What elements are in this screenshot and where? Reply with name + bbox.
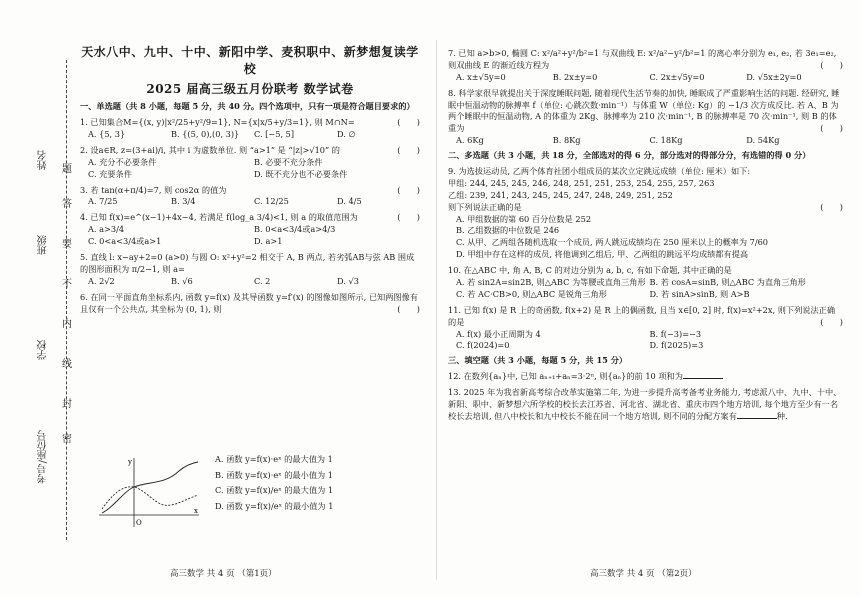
seal-char: 题 (62, 164, 72, 175)
question-2: 2. 设a∈R, z=(3+ai)/i, 其中 i 为虚数单位. 则 “a>1” 是 “|z|>√10” 的 ( ) (80, 144, 420, 155)
options-8: A. 6Kg B. 8Kg C. 18Kg D. 54Kg (456, 135, 780, 146)
options-6: A. 函数 y=f(x)·eˣ 的最大值为 1 B. 函数 y=f(x)·eˣ 的最小值为 1 C. 函数 y=f(x)/eˣ 的最大值为 1 D. 函数 y=f(x)/eˣ 的最小值为 1 (215, 454, 334, 511)
question-4: 4. 已知 f(x)=e^(x−1)+4x−4, 若满足 f(log_a 3/4)<1, 则 a 的取值范围为 ( ) (80, 212, 420, 223)
footer-page-1: 高三数学 共 4 页 （第1页） (170, 569, 277, 579)
question-6: 6. 在同一平面直角坐标系内, 函数 y=f(x) 及其导函数 y=f′(x) 的图像如图所示, 已知两图像有且仅有一个公共点, 其坐标为 (0, 1), 则 ( ) (80, 291, 420, 314)
question-12: 12. 在数列{aₙ}中, 已知 aₙ₊₁+aₙ=3·2ⁿ, 则{aₙ}的前 10 项和为 (448, 371, 843, 383)
question-9-group-a: 甲组: 244, 245, 245, 246, 248, 251, 251, 253, 254, 255, 257, 263 (448, 177, 715, 188)
seal-char: 线 (62, 359, 72, 370)
options-4: A. a>3/4 B. 0<a<3/4或a>4/3 C. 0<a<3/4或a>1 D. a>1 (88, 224, 336, 247)
school-line: 天水八中、九中、十中、新阳中学、麦积职中、新梦想复读学校 (81, 45, 419, 77)
name-label: 姓名 (38, 150, 49, 170)
binding-margin (0, 0, 70, 597)
exam-no-label: 考号/座位号 (38, 430, 49, 484)
question-13: 13. 2025 年为我省新高考综合改革实施第二年, 为进一步提升高考备考业务能力, 考虑派八中、九中、十中、新阳、职中、新梦想六所学校的校长去江苏省、河北省、湖北省、重庆市四个地方培训, 每个地方至少有一名校长去培训, 但八中校长和九中校长不能在同一个地方培训, 则不同的分配方案有 种. (448, 387, 842, 421)
question-5: 5. 直线 l: x−ay+2=0 (a>0) 与圆 O: x²+y²=2 相交于 A, B 两点, 若劣弧AB与弦 AB 围成的图形面积为 π/2−1, 则 a= (80, 251, 415, 274)
seal-char: 答 (62, 199, 72, 210)
exam-title: 2025 届高三级五月份联考 数学试卷 (146, 81, 354, 96)
options-2: A. 充分不必要条件 B. 必要不充分条件 C. 充要条件 D. 既不充分也不必要条件 (88, 156, 348, 179)
options-9: A. 甲组数据的第 60 百分位数是 252 B. 乙组数据的中位数是 246 C. 从甲、乙两组各随机选取一个成员, 两人跳远成绩均在 250 厘米以上的概率为 7/60 D. 甲组中存在这样的成员, 将他调到乙组后, 甲、乙两组的跳远平均成绩都有提高 (456, 213, 769, 260)
options-11: A. f(x) 最小正周期为 4 B. f(−3)=−3 C. f(2024)=0 D. f(2025)=3 (456, 328, 704, 351)
curve-f-prime (102, 487, 198, 509)
options-7: A. x±√5y=0 B. 2x±y=0 C. 2x±√5y=0 D. √5x±2y=0 (456, 71, 802, 82)
seal-char: 内 (62, 319, 72, 330)
question-8: 8. 科学家很早就提出关于深度睡眠问题, 随着现代生活节奏的加快, 睡眠成了严重影响生活的问题. 经研究, 睡眠中恒温动物的脉搏率 f（单位: 心跳次数·min⁻¹）与体重 W（单位: Kg）的 −1/3 次方成反比. 若 A、B 为两个睡眠中的恒温动物, A 的体重为 2Kg、脉搏率为 210 次·min⁻¹, B 的脉搏率是 70 次·min⁻¹, 则 B 的体重为 ( ) (448, 87, 843, 134)
function-graph (94, 455, 204, 530)
seal-char: 密 (62, 434, 72, 445)
seal-char: 封 (62, 399, 72, 410)
section-2-heading: 二、多选题（共 3 小题，共 18 分，全部选对的得 6 分，部分选对的得部分分，有选错的得 0 分） (448, 150, 811, 161)
question-9-prompt: 则下列说法正确的是 ( ) (448, 201, 843, 212)
seal-char: 不 (62, 279, 72, 290)
question-9: 9. 为选拔运动员, 乙两个体育社团小组成员的某次立定跳远成绩（单位: 厘米）如下: (448, 166, 751, 177)
question-1: 1. 已知集合M={(x, y)|x²/25+y²/9=1}, N={x|x/5+y/3=1}, 则 M∩N= ( ) (80, 117, 420, 128)
y-label: y (128, 458, 132, 466)
page-divider (436, 40, 437, 580)
page-1 (80, 44, 420, 315)
page-2 (448, 44, 843, 423)
question-3: 3. 若 tan(α+π/4)=7, 则 cos2α 的值为 ( ) (80, 184, 420, 195)
options-5: A. 2√2 B. √6 C. 2 D. √3 (88, 275, 359, 286)
question-7: 7. 已知 a>b>0, 椭圆 C: x²/a²+y²/b²=1 与双曲线 E: x²/a²−y²/b²=1 的离心率分别为 e₁, e₂, 若 3e₁=e₂, 则双曲线 E 的渐近线方程为 ( ) (448, 48, 843, 70)
class-label: 班级 (38, 235, 49, 255)
options-10: A. 若 sin2A=sin2B, 则△ABC 为等腰或直角三角形 B. 若 cosA=sinB, 则△ABC 为直角三角形 C. 若 AC·CB>0, 则△ABC 是锐角三角形 D. 若 sinA>sinB, 则 A>B (456, 277, 806, 299)
footer-page-2: 高三数学 共 4 页 （第2页） (590, 569, 697, 579)
seal-line (66, 60, 67, 540)
question-10: 10. 在△ABC 中, 角 A, B, C 的对边分别为 a, b, c, 有如下命题, 其中正确的是 (448, 265, 732, 276)
options-3: A. 7/25 B. 3/4 C. 12/25 D. 4/5 (88, 196, 362, 207)
options-1: A. {5, 3} B. {(5, 0),(0, 3)} C. [−5, 5] D. ∅ (88, 128, 356, 139)
answer-blank-12[interactable] (683, 378, 723, 379)
question-11: 11. 已知 f(x) 是 R 上的奇函数, f(x+2) 是 R 上的偶函数, 且当 x∈[0, 2] 时, f(x)=x²+2x, 则下列说法正确的是 ( ) (448, 304, 843, 327)
question-9-group-b: 乙组: 239, 241, 243, 245, 245, 247, 248, 249, 251, 252 (448, 189, 673, 200)
origin-label: O (136, 519, 142, 527)
answer-blank-13[interactable] (737, 418, 777, 419)
section-1-heading: 一、单选题（共 8 小题，每题 5 分，共 40 分。四个选项中，只有一项是符合题目要求的） (80, 101, 415, 112)
seal-char: 要 (62, 239, 72, 250)
school-label: 学校 (38, 340, 49, 360)
curve-f (102, 462, 198, 513)
section-3-heading: 三、填空题（共 3 小题，每题 5 分，共 15 分） (448, 355, 628, 366)
x-label: x (194, 507, 198, 515)
